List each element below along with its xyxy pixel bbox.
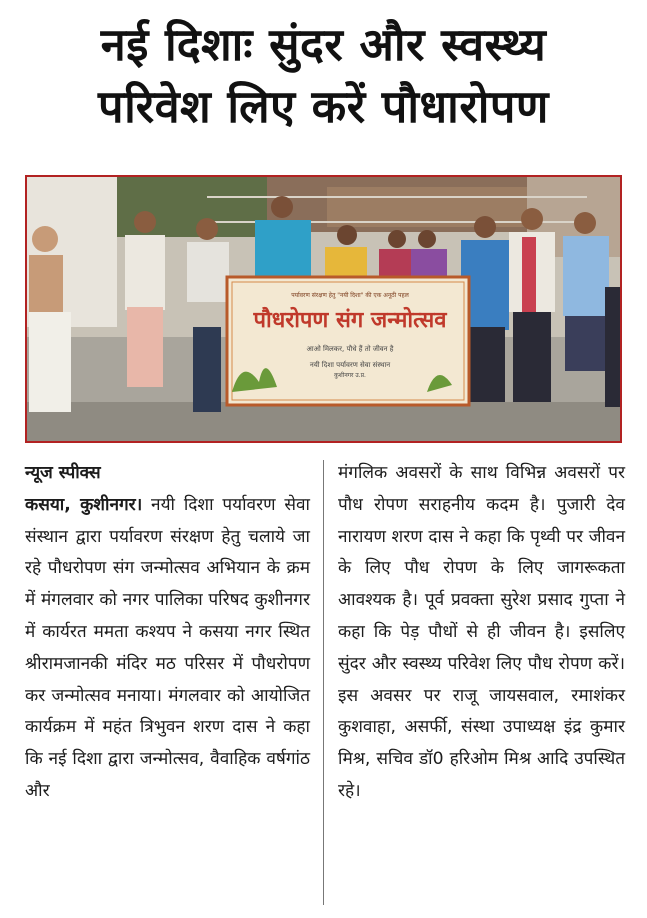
banner-top-line: पर्यावरण संरक्षण हेतु "नयी दिशा" की एक अनूठी पहल [291,292,409,299]
banner-slogan: आओ मिलकर, पौधे हैं तो जीवन है [306,345,394,353]
dateline: कसया, कुशीनगर। [25,494,143,515]
banner-title: पौधरोपण संग जन्मोत्सव [253,308,447,333]
headline-line-1: नई दिशाः सुंदर और स्वस्थ्य [100,18,547,71]
article-body-left: नयी दिशा पर्यावरण सेवा संस्थान द्वारा पर्यावरण संरक्षण हेतु चलाये जा रहे पौधरोपण संग जन्मोत्सव अभियान के क्रम में मंगलवार को नगर पालिका परिषद कुशीनगर में कार्यरत ममता कश्यप ने कसया नगर स्थित श्रीरामजानकी मंदिर मठ परिसर में पौधरोपण कर जन्मोत्सव मनाया। मंगलवार को आयोजित कार्यक्रम में महंत त्रिभुवन शरण दास ने कहा कि नई दिशा द्वारा जन्मोत्सव, वैवाहिक वर्षगांठ और [25,494,311,801]
banner [232,287,468,381]
article-column-right [338,458,625,808]
column-divider [323,460,324,905]
banner-org: नयी दिशा पर्यावरण सेवा संस्थान [309,361,391,369]
byline: न्यूज स्पीक्स [25,463,101,483]
headline-line-2: परिवेश लिए करें पौधारोपण [98,80,549,133]
news-photo [25,175,622,443]
article-body-right: मंगलिक अवसरों के साथ विभिन्न अवसरों पर पौध रोपण सराहनीय कदम है। पुजारी देव नारायण शरण दास ने कहा कि पृथ्वी पर जीवन के लिए पौध रोपण के लिए जागरूकता आवश्यक है। पूर्व प्रवक्ता सुरेश प्रसाद गुप्ता ने कहा कि पेड़ पौधों से ही जीवन है। इसलिए सुंदर और स्वस्थ्य परिवेश लिए पौध रोपण करें। इस अवसर पर राजू जायसवाल, रमाशंकर कुशवाहा, असर्फी, संस्था उपाध्यक्ष इंद्र कुमार मिश्र, सचिव डॉ0 हरिओम मिश्र आदि उपस्थित रहे। [338,463,625,801]
banner-place: कुशीनगर उ.प्र. [334,372,366,379]
article-column-left [25,458,310,808]
headline [0,14,647,138]
